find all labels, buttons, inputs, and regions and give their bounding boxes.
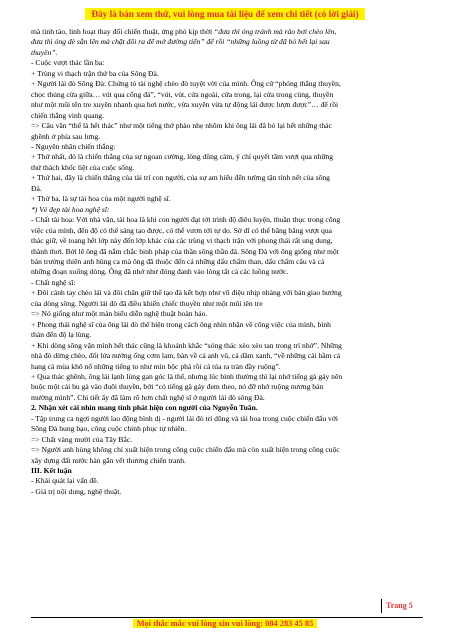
document-body [31, 27, 423, 497]
document-line: + Phong thái nghệ sĩ của ông lái đò thể hiện trong cách ông nhìn nhận về công việc của mình, bình [31, 319, 331, 329]
document-line: bản trường thiên anh hùng ca mà ông đã thuộc đến cả những dấu chấm than, dấu chấm câu và cả [31, 256, 325, 266]
preview-banner-text: Đây là bản xem thử, vui lòng mua tài liệu để xem chi tiết (có lời giải) [85, 8, 364, 20]
page-number-label: Trang 5 [386, 601, 413, 610]
document-line: xây dựng đất nước hàn gắn vết thương chiến tranh. [31, 455, 186, 465]
document-line: thác giữ, về toang hết lớp này đến lớp khác của các trùng vi thạch trận với phong thái rất ung dung, [31, 236, 333, 246]
document-line: => Chất vàng mười của Tây Bắc. [31, 434, 133, 444]
document-line: - Nguyên nhân chiến thắng: [31, 141, 116, 151]
document-line: + Trùng vi thạch trận thứ ba của Sông Đà. [31, 68, 159, 78]
document-line: mường mình”. Chi tiết ấy đã làm rõ hơn chất nghệ sĩ ở người lái đò sông Đà. [31, 392, 265, 402]
document-line: + Người lái đò Sông Đà: Chứng tỏ tài nghệ chèo đò tuyệt vời của mình. Ông cứ “phóng thẳng thuyền, [31, 79, 341, 89]
document-line: III. Kết luận [31, 466, 72, 476]
document-line: => Nó giống như một màn biểu diễn nghệ thuật hoàn hảo. [31, 309, 208, 319]
document-line: + Thứ nhất, đó là chiến thắng của sự ngoan cường, lòng dũng cảm, ý chí quyết tâm vượt qua những [31, 152, 334, 162]
document-line: thản đến độ lạ lùng. [31, 330, 92, 340]
document-line: chiến thắng vinh quang. [31, 110, 104, 120]
document-line: - Cuộc vượt thác lần ba: [31, 58, 105, 68]
document-line: => Câu văn “thế là hết thác” như một tiếng thở phào nhẹ nhõm khi ông lái đã bỏ lại hết những thác [31, 121, 332, 131]
document-line: - Khái quát lại vấn đề. [31, 476, 99, 486]
document-line: của dòng sông. Người lái đò đã điều khiển chiếc thuyền như một mũi tên tre [31, 298, 263, 308]
document-line: => Người anh hùng không chỉ xuất hiện trong công cuộc chiến đấu mà còn xuất hiện trong công cuộc [31, 445, 340, 455]
footer-divider [31, 617, 423, 618]
footer [0, 619, 450, 628]
document-line: đưa thì óng đè sẵn lên mà chặt đôi ra để mở đường tiến” để rồi “những luồng từ đã bỏ hết lại sau [31, 37, 330, 47]
document-line: - Chất nghệ sĩ: [31, 277, 76, 287]
document-line: + Đôi cánh tay chèo lái và đôi chân giữ thế tạo đà kết hợp như vũ điệu nhịp nhàng với bản giao hưởng [31, 288, 342, 298]
document-line: thuyền”. [31, 47, 58, 57]
document-line: buộc một cái bu gà vào đuôi thuyền, bởi “có tiếng gà gáy đem theo, nó đỡ nhớ ruộng nương bản [31, 382, 324, 392]
page-number [381, 599, 413, 613]
document-line: + Thứ hai, đây là chiến thắng của tài trí con người, của sự am hiểu đến tường tận tính nết của sông [31, 173, 330, 183]
document-line: chọc thủng cửa giữa… vút qua cổng đá”, “vút, vút, cửa ngoài, cửa trong, lại cửa trong cùng, thuyền [31, 89, 334, 99]
document-line: - Giá trị nội dung, nghệ thuật. [31, 486, 122, 496]
document-line: - Chất tài hoa: Với nhà văn, tài hoa là khi con người đạt tới trình độ điêu luyện, thuần thục trong công [31, 215, 341, 225]
preview-banner [0, 8, 450, 20]
document-line: + Qua thác ghềnh, ông lái lạnh lùng gan góc là thế, nhưng lúc bình thường thì lại nhớ tiếng gà gáy nên [31, 371, 343, 381]
document-line: nhà đò dừng chèo, đốt lửa nướng ống cơm lam, bàn về cá anh vũ, cá dầm xanh, “về những cái hầm cá [31, 351, 341, 361]
document-line: hang cá mùa khô nổ những tiếng to như mìn bộc phá rồi cá túa ra tràn đầy ruộng”. [31, 361, 281, 371]
document-line: Đà. [31, 183, 42, 193]
document-line: như một mũi tên tre xuyên nhanh qua hơi nước, vừa xuyên vừa tự động lái được lượn được”… để rồi [31, 100, 339, 110]
document-line: thành thơi. Bởi lẽ ông đã nắm chắc binh pháp của thần sông thần đá. Sông Đà với ông giống như một [31, 246, 339, 256]
document-line: thử thách khốc liệt của cuộc sống. [31, 162, 135, 172]
document-line: việc của mình, đến độ có thể sáng tạo được, có thể vươn tới tự do. Sở dĩ có thể băng băng vượt qua [31, 225, 332, 235]
document-line: ghềnh ở phía sau lưng. [31, 131, 101, 141]
document-line: *) Vẻ đẹp tài hoa nghệ sĩ: [31, 204, 110, 214]
document-line: 2. Nhận xét cái nhìn mang tính phát hiện con người của Nguyễn Tuân. [31, 403, 258, 413]
document-line: Sông Đà hung bạo, công cuộc chinh phục tự nhiên. [31, 424, 187, 434]
document-line: mà tinh táo, linh hoạt thay đổi chiến thuật, ứng phó kịp thời “đưa thì óng tránh mà rảo bơi chèo lên, [31, 27, 337, 36]
quote-text: “đưa thì óng tránh mà rảo bơi chèo lên, [213, 27, 337, 36]
footer-contact-text: Mọi thắc mắc vui lòng xin vui lòng: 084 283 45 85 [133, 619, 318, 628]
document-line: + Khi dòng sông vặn mình hết thác cũng là khoảnh khắc “sóng thác xèo xèo tan trong trí nhớ”. Những [31, 340, 342, 350]
document-line: - Tập trung ca ngợi người lao động bình dị - người lái đò trí dũng và tài hoa trong cuộc chiến đấu với [31, 413, 338, 423]
document-line: + Thứ ba, là sự tài hoa của một người nghệ sĩ. [31, 194, 171, 204]
document-line: những đoạn xuống dòng. Ông đã nhớ như đóng đanh vào lòng tất cả các luồng nước. [31, 267, 289, 277]
